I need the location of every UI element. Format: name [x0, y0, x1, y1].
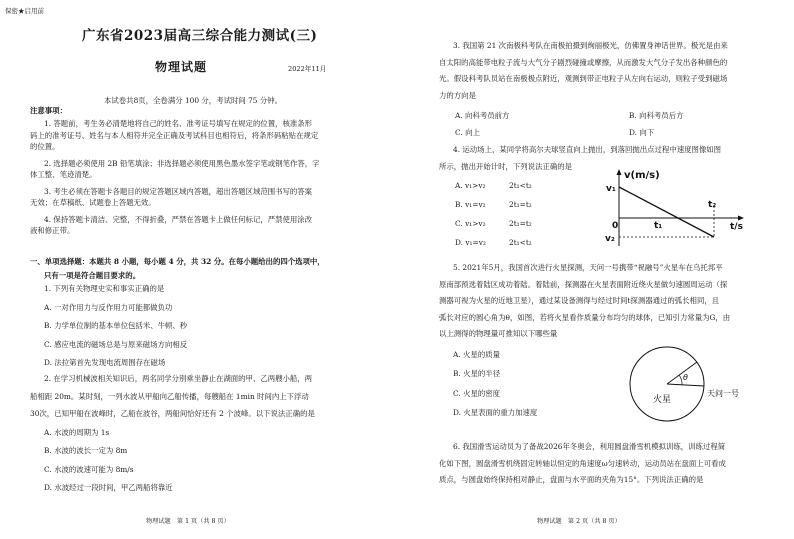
q5-option-d: D. 火星表面的重力加速度: [453, 408, 538, 417]
question-3: [439, 40, 728, 101]
q2-option-c: C. 水波的波速可能为 8m/s: [44, 464, 134, 474]
question-6: [439, 441, 726, 486]
graph-t1-label: t₁: [654, 221, 663, 231]
q4-option-a-v: A. v₁>v₂: [455, 181, 486, 190]
q1-option-b: B. 力学单位制的基本单位包括米、牛顿、秒: [44, 321, 188, 330]
q2-stem-line: 2. 在学习机械波相关知识后，两名同学分别乘坐静止在湖面的甲、乙两艘小船，两: [44, 374, 313, 383]
graph-velocity-line: [619, 187, 717, 237]
q5-stem-line: 弧长对应的圆心角为θ，如图，若将火星看作质量分布均匀的球体，已知引力常量为G，由: [439, 312, 731, 322]
q3-option-d: D. 向下: [629, 128, 655, 137]
confidential-label: 保密★启用前: [5, 7, 44, 15]
notes-title: 注意事项：: [30, 106, 67, 115]
radius-line-2: [667, 384, 704, 386]
q5-stem-line: 以上测得的物理量可推知以下哪些量: [439, 329, 558, 338]
graph-origin-label: 0: [612, 221, 619, 231]
q5-stem-line: 原南部预选着陆区成功着陆。着陆前，探测器在火星表面附近绕火星做匀速圆周运动（探: [439, 279, 728, 289]
footer-right: 物理试题 第 2 页（共 8 页）: [537, 517, 621, 525]
q6-stem-line: 质点，与圆盘始终保持相对静止，盘面与水平面的夹角为15°。下列说法正确的是: [439, 475, 704, 484]
note-line: 1. 答题前，考生务必清楚地将自己的姓名、准考证号填写在规定的位置，核准条形: [44, 119, 313, 128]
mars-label: 火星: [653, 395, 672, 405]
q3-stem-line: 3. 我国第 21 次南极科考队在南极拍摄到绚丽极光，仿佛置身神话世界。极光是由来: [453, 41, 728, 50]
q2-option-a: A. 水波的周期为 1s: [44, 427, 110, 437]
q4-option-a-t: 2t₁<t₂: [509, 181, 532, 190]
q3-option-a: A. 向科考员前方: [455, 111, 510, 120]
q1-option-c: C. 感应电流的磁场总是与原来磁场方向相反: [44, 339, 188, 349]
q4-option-c-t: 2t₁=t₂: [509, 219, 532, 228]
q3-stem-line: 光。假设科考队员站在南极极点附近，观测到带正电粒子从左向右运动，则粒子受到磁场: [439, 74, 728, 83]
probe-label: 天问一号: [707, 389, 739, 398]
q1-option-a: A. 一对作用力与反作用力可能都做负功: [44, 302, 173, 312]
q2-stem-line: 30次，已知甲船在波峰时，乙船在波谷，两船间恰好还有 2 个波峰。以下说法正确的是: [30, 409, 315, 418]
exam-date: 2022年11月: [288, 65, 327, 73]
q5-option-c: C. 火星的密度: [453, 388, 501, 398]
q2-stem-line: 船相距 20m。某时刻，一列水波从甲船向乙船传播，每艘船在 1min 时间内上下浮动: [30, 391, 309, 401]
question-2: [30, 373, 315, 494]
right-page: [397, 0, 794, 539]
q5-mars-diagram: [625, 344, 765, 434]
graph-v1-label: v₁: [606, 184, 616, 194]
note-line: 码上的准考证号、姓名与本人相符并完全正确及考试科目也相符后，将条形码粘贴在规定: [30, 130, 319, 140]
q1-stem: 1. 下列有关物理史实和事实正确的是: [44, 284, 165, 293]
exam-title: 广东省2023届高三综合能力测试(三): [82, 28, 318, 44]
q3-stem-line: 力的方向是: [439, 90, 476, 100]
theta-arc: [679, 375, 682, 385]
q3-option-b: B. 向科考员后方: [629, 111, 684, 120]
q4-stem-line: 4. 运动场上，某同学将高尔夫球竖直向上抛出，到落回抛出点过程中速度图像如图: [453, 145, 722, 154]
note-line: 3. 考生必须在答题卡各题目的规定答题区域内答题，超出答题区域范围书写的答案: [44, 186, 313, 196]
note-line: 液和修正带。: [30, 226, 75, 235]
note-line: 的位置。: [30, 142, 60, 151]
q5-option-b: B. 火星的半径: [453, 369, 501, 378]
q2-option-d: D. 水波经过一段时间，甲乙两船将靠近: [44, 483, 173, 492]
note-line: 4. 保持答题卡清洁、完整，不得折叠，严禁在答题卡上做任何标记，严禁使用涂改: [44, 214, 313, 224]
theta-label: θ: [683, 373, 688, 382]
q2-option-b: B. 水波的波长一定为 8m: [44, 446, 128, 455]
q4-velocity-graph: [602, 166, 752, 256]
exam-subtitle: 物理试题: [155, 60, 208, 74]
section-line: 一、单项选择题：本题共 8 小题，每小题 4 分，共 32 分。在每小题给出的四个选项中，: [30, 257, 325, 266]
q4-option-d-t: 2t₁<t₂: [509, 238, 532, 247]
q1-option-d: D. 法拉第首先发现电流周围存在磁场: [44, 358, 166, 367]
q3-option-c: C. 向上: [455, 128, 480, 137]
intro-text: 本试卷共8页，全卷满分 100 分，考试时间 75 分钟。: [104, 96, 283, 105]
notes-block: [30, 118, 320, 237]
note-line: 2. 选择题必须使用 2B 铅笔填涂；非选择题必须使用黑色墨水签字笔或钢笔作答，字: [44, 158, 320, 168]
q4-option-b-v: B. v₁=v₂: [455, 200, 486, 209]
graph-t2-label: t₂: [708, 200, 717, 210]
q3-stem-line: 自太阳的高能带电粒子流与大气分子剧烈碰撞或摩擦，从而激发大气分子发出各种颜色的: [439, 57, 728, 67]
question-1: [44, 283, 187, 369]
graph-v2-label: v₂: [605, 234, 615, 244]
q6-stem-line: 6. 我国滑雪运动员为了备战2026年冬奥会，利用圆盘滑雪机模拟训练，训练过程简: [453, 442, 726, 451]
graph-x-arrow: [738, 216, 744, 221]
q4-option-b-t: 2t₁=t₂: [509, 200, 532, 209]
graph-x-label: t/s: [730, 222, 743, 232]
graph-y-arrow: [617, 169, 622, 175]
q4-stem-line: 所示，抛出开始计时，下列说法正确的是: [439, 161, 573, 171]
q5-stem-line: 5. 2021年5月，我国首次进行火星探测，天问一号携带“祝融号”火星车在乌托邦平: [453, 263, 723, 272]
note-line: 体工整、笔迹清楚。: [30, 170, 97, 179]
note-line: 无效；在草稿纸、试题卷上答题无效。: [30, 198, 156, 207]
q4-option-d-v: D. v₁=v₂: [455, 238, 486, 247]
graph-y-label: v(m/s): [624, 170, 660, 181]
footer-left: 物理试题 第 1 页（共 8 页）: [146, 517, 230, 525]
q4-option-c-v: C. v₁>v₂: [455, 219, 486, 228]
section-1-header: [30, 256, 325, 281]
section-line: 只有一项是符合题目要求的。: [44, 270, 141, 280]
q5-option-a: A. 火星的质量: [453, 349, 500, 359]
q5-stem-line: 测器可视为火星的近地卫星），通过某设备测得与经过时间t探测器通过的弧长相同，且: [439, 296, 720, 305]
q6-stem-line: 化如下图，圆盘滑雪机绕固定转轴以恒定的角速度ω匀速转动，运动员站在盘面上可看成: [439, 458, 726, 468]
